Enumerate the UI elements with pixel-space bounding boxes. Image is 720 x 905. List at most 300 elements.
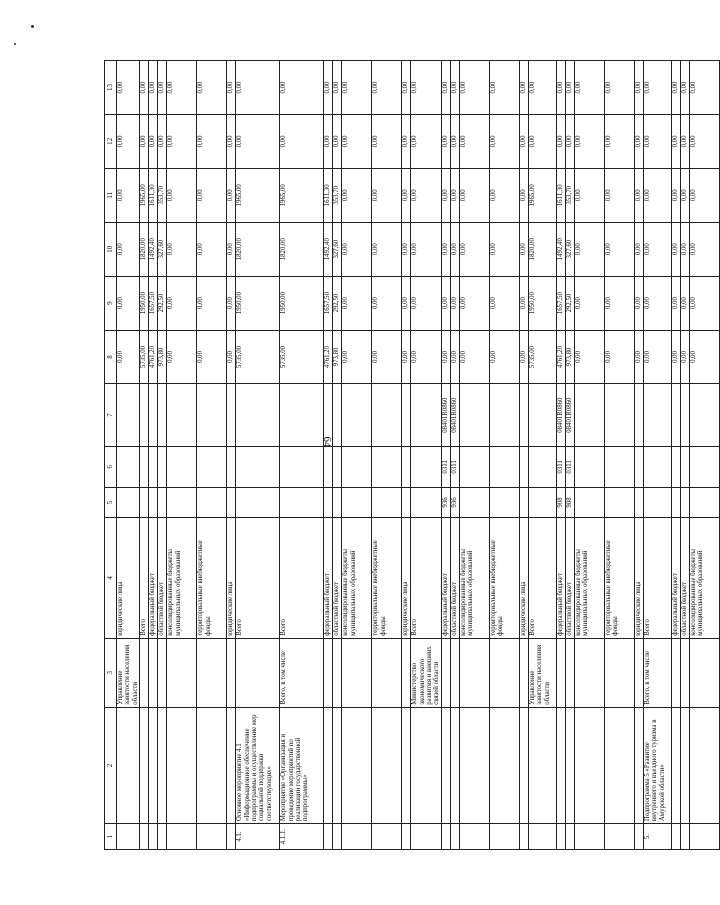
cell-y2018: 0,00 [149,61,158,115]
table-row [634,61,643,850]
cell-index [556,824,565,850]
cell-y2018: 0,00 [489,61,519,115]
column-header: 4 [105,518,117,639]
cell-rzpr [140,446,149,487]
cell-executor: Министерство экономического развития и внешних связей области [411,638,442,707]
cell-index [459,824,489,850]
cell-y2015: 0,00 [372,222,402,276]
column-header: 12 [105,114,117,168]
cell-y2018: 0,00 [604,61,634,115]
cell-executor [372,638,402,707]
cell-index [604,824,634,850]
cell-total: 0,00 [459,330,489,384]
table-row [459,61,489,850]
cell-name [227,707,236,823]
table-row [574,61,604,850]
cell-rzpr [236,446,280,487]
cell-source: Всего [140,518,149,639]
cell-y2015: 0,00 [459,222,489,276]
cell-y2017: 0,00 [372,114,402,168]
cell-source: областной бюджет [450,518,459,639]
cell-total: 0,00 [402,330,411,384]
cell-name [689,707,719,823]
cell-name: Основное мероприятие 4.1 «Информационное обеспечение подпрограммы и осуществление мер социальной поддержки соответствующих» [236,707,280,823]
cell-executor [680,638,689,707]
cell-y2017: 0,00 [671,114,680,168]
cell-grbs [689,487,719,517]
table-row [149,61,158,850]
cell-executor [671,638,680,707]
cell-y2016: 1965,00 [528,168,556,222]
table-row [197,61,227,850]
cell-csr [280,384,324,447]
cell-source: территориальные внебюджетные фонды [489,518,519,639]
cell-executor [565,638,574,707]
cell-y2018: 0,00 [158,61,167,115]
cell-y2018: 0,00 [197,61,227,115]
header-row [105,61,117,850]
cell-csr [197,384,227,447]
cell-y2016: 1611,30 [149,168,158,222]
cell-index: 4.1.1. [280,824,324,850]
cell-total: 0,00 [450,330,459,384]
table-body [105,61,720,850]
cell-grbs [333,487,342,517]
cell-y2014: 0,00 [197,276,227,330]
cell-name [604,707,634,823]
cell-y2017: 0,00 [643,114,671,168]
cell-y2014: 1950,00 [140,276,149,330]
cell-y2015: 0,00 [450,222,459,276]
cell-csr: 08401R0860 [565,384,574,447]
cell-source: федеральный бюджет [324,518,333,639]
cell-executor [689,638,719,707]
cell-name [140,707,149,823]
cell-index [689,824,719,850]
cell-grbs [140,487,149,517]
cell-y2017: 0,00 [324,114,333,168]
cell-executor [634,638,643,707]
cell-executor [167,638,197,707]
cell-source: областной бюджет [158,518,167,639]
cell-csr [689,384,719,447]
cell-source: консолидированные бюджеты муниципальных образований [167,518,197,639]
column-header: 11 [105,168,117,222]
cell-y2017: 0,00 [680,114,689,168]
cell-y2018: 0,00 [227,61,236,115]
cell-source: территориальные внебюджетные фонды [604,518,634,639]
cell-y2014: 0,00 [372,276,402,330]
cell-total: 0,00 [117,330,140,384]
cell-index [197,824,227,850]
cell-y2014: 0,00 [227,276,236,330]
cell-total: 4761,20 [556,330,565,384]
cell-rzpr [324,446,333,487]
cell-name [556,707,565,823]
cell-y2017: 0,00 [459,114,489,168]
cell-index [528,824,556,850]
cell-y2015: 0,00 [604,222,634,276]
budget-table [104,60,720,850]
cell-y2018: 0,00 [671,61,680,115]
cell-y2015: 0,00 [643,222,671,276]
cell-total: 0,00 [167,330,197,384]
cell-y2015: 0,00 [342,222,372,276]
cell-executor [158,638,167,707]
cell-executor [324,638,333,707]
cell-total: 5735,00 [280,330,324,384]
cell-y2017: 0,00 [197,114,227,168]
cell-y2017: 0,00 [450,114,459,168]
cell-executor [197,638,227,707]
cell-total: 0,00 [680,330,689,384]
cell-grbs [411,487,442,517]
cell-source: федеральный бюджет [441,518,450,639]
cell-name [324,707,333,823]
cell-grbs [372,487,402,517]
cell-index [441,824,450,850]
table-row [519,61,528,850]
cell-y2017: 0,00 [411,114,442,168]
cell-grbs [604,487,634,517]
cell-name [671,707,680,823]
cell-rzpr [574,446,604,487]
table-row [441,61,450,850]
cell-index [372,824,402,850]
cell-total: 0,00 [604,330,634,384]
cell-y2016: 353,70 [333,168,342,222]
cell-source: Всего [280,518,324,639]
cell-rzpr: 0311 [565,446,574,487]
cell-csr [402,384,411,447]
cell-y2014: 0,00 [489,276,519,330]
table-row [565,61,574,850]
cell-total: 0,00 [372,330,402,384]
table-row [671,61,680,850]
cell-y2014: 1950,00 [280,276,324,330]
cell-grbs: 908 [556,487,565,517]
cell-y2017: 0,00 [574,114,604,168]
cell-name [441,707,450,823]
cell-csr [459,384,489,447]
cell-name [117,707,140,823]
cell-grbs: 936 [450,487,459,517]
cell-grbs [158,487,167,517]
cell-source: территориальные внебюджетные фонды [197,518,227,639]
cell-csr [671,384,680,447]
cell-grbs: 936 [441,487,450,517]
cell-source: консолидированные бюджеты муниципальных образований [459,518,489,639]
scan-speck [14,43,16,45]
cell-grbs [342,487,372,517]
cell-source: юридические лица [117,518,140,639]
cell-grbs [528,487,556,517]
cell-y2016: 0,00 [117,168,140,222]
cell-y2017: 0,00 [565,114,574,168]
cell-total: 0,00 [342,330,372,384]
table-row [556,61,565,850]
cell-grbs [236,487,280,517]
cell-y2014: 292,50 [565,276,574,330]
cell-executor [140,638,149,707]
cell-y2015: 1492,40 [556,222,565,276]
table-row [342,61,372,850]
cell-index [450,824,459,850]
cell-name [333,707,342,823]
cell-y2017: 0,00 [342,114,372,168]
cell-y2016: 1611,30 [556,168,565,222]
cell-csr [634,384,643,447]
cell-rzpr [519,446,528,487]
table-row [227,61,236,850]
cell-executor [574,638,604,707]
cell-y2017: 0,00 [528,114,556,168]
cell-source: Всего [236,518,280,639]
cell-grbs [459,487,489,517]
cell-name [372,707,402,823]
cell-grbs [167,487,197,517]
cell-executor: Управление занятости населения области [528,638,556,707]
cell-total: 973,80 [333,330,342,384]
cell-grbs [402,487,411,517]
cell-y2017: 0,00 [402,114,411,168]
column-header: 7 [105,384,117,447]
cell-csr [227,384,236,447]
cell-y2016: 0,00 [441,168,450,222]
cell-y2014: 292,50 [158,276,167,330]
cell-csr [574,384,604,447]
cell-y2018: 0,00 [342,61,372,115]
cell-y2015: 0,00 [167,222,197,276]
cell-rzpr [680,446,689,487]
cell-y2015: 1492,40 [324,222,333,276]
cell-y2016: 353,70 [565,168,574,222]
cell-index [117,824,140,850]
cell-source: федеральный бюджет [556,518,565,639]
table-row [680,61,689,850]
cell-rzpr [342,446,372,487]
cell-y2016: 0,00 [197,168,227,222]
cell-y2018: 0,00 [519,61,528,115]
cell-total: 5735,00 [236,330,280,384]
cell-y2014: 0,00 [604,276,634,330]
cell-rzpr [149,446,158,487]
cell-csr [236,384,280,447]
column-header: 13 [105,61,117,115]
cell-index [671,824,680,850]
cell-y2014: 0,00 [634,276,643,330]
cell-total: 5735,00 [528,330,556,384]
cell-y2016: 0,00 [450,168,459,222]
cell-y2014: 1657,50 [556,276,565,330]
cell-y2018: 0,00 [528,61,556,115]
cell-y2018: 0,00 [634,61,643,115]
cell-name: Мероприятие «Организация и проведение мероприятий по реализации государственной подпрограммы» [280,707,324,823]
cell-csr [117,384,140,447]
cell-y2018: 0,00 [565,61,574,115]
cell-executor [149,638,158,707]
cell-total: 0,00 [634,330,643,384]
cell-y2017: 0,00 [158,114,167,168]
cell-grbs [643,487,671,517]
cell-csr [158,384,167,447]
column-header: 8 [105,330,117,384]
cell-y2014: 292,50 [333,276,342,330]
cell-y2018: 0,00 [117,61,140,115]
cell-total: 0,00 [643,330,671,384]
cell-y2017: 0,00 [634,114,643,168]
column-header: 5 [105,487,117,517]
cell-name [411,707,442,823]
cell-y2015: 327,60 [333,222,342,276]
cell-name [149,707,158,823]
cell-y2016: 0,00 [411,168,442,222]
cell-y2018: 0,00 [643,61,671,115]
cell-y2016: 1965,00 [280,168,324,222]
cell-rzpr [604,446,634,487]
cell-csr: 08401R0860 [450,384,459,447]
table-row [528,61,556,850]
cell-y2017: 0,00 [140,114,149,168]
cell-csr [411,384,442,447]
cell-y2018: 0,00 [689,61,719,115]
column-header: 9 [105,276,117,330]
cell-y2015: 0,00 [489,222,519,276]
table-row [140,61,149,850]
cell-y2018: 0,00 [450,61,459,115]
page-number: 64 [321,436,333,448]
cell-total: 5735,00 [140,330,149,384]
cell-csr: 08401R0860 [441,384,450,447]
cell-y2016: 0,00 [459,168,489,222]
cell-index [519,824,528,850]
cell-csr [333,384,342,447]
cell-source: областной бюджет [565,518,574,639]
cell-csr [167,384,197,447]
cell-index: 4.1. [236,824,280,850]
cell-grbs [489,487,519,517]
cell-y2017: 0,00 [519,114,528,168]
cell-name [167,707,197,823]
cell-y2016: 0,00 [604,168,634,222]
table-row [411,61,442,850]
cell-executor [556,638,565,707]
cell-rzpr [227,446,236,487]
cell-y2016: 0,00 [489,168,519,222]
cell-rzpr [528,446,556,487]
cell-source: территориальные внебюджетные фонды [372,518,402,639]
cell-source: областной бюджет [680,518,689,639]
cell-y2014: 1657,50 [149,276,158,330]
cell-source: Всего [411,518,442,639]
column-header: 6 [105,446,117,487]
table-row [158,61,167,850]
cell-total: 973,80 [158,330,167,384]
cell-y2017: 0,00 [441,114,450,168]
cell-total: 0,00 [411,330,442,384]
cell-source: консолидированные бюджеты муниципальных образований [689,518,719,639]
cell-csr [604,384,634,447]
cell-name [402,707,411,823]
table-row [402,61,411,850]
cell-name [459,707,489,823]
cell-y2018: 0,00 [459,61,489,115]
cell-name [158,707,167,823]
table-row [333,61,342,850]
cell-y2016: 0,00 [342,168,372,222]
cell-y2016: 0,00 [227,168,236,222]
cell-csr [519,384,528,447]
table-row [604,61,634,850]
cell-y2016: 0,00 [643,168,671,222]
cell-total: 0,00 [574,330,604,384]
cell-source: федеральный бюджет [671,518,680,639]
cell-y2015: 1820,00 [140,222,149,276]
cell-name [528,707,556,823]
cell-y2018: 0,00 [441,61,450,115]
cell-y2018: 0,00 [333,61,342,115]
cell-y2017: 0,00 [604,114,634,168]
rotated-table-wrapper [104,60,705,850]
cell-y2016: 0,00 [519,168,528,222]
cell-y2018: 0,00 [140,61,149,115]
cell-executor [402,638,411,707]
cell-index [489,824,519,850]
cell-total: 0,00 [441,330,450,384]
cell-y2014: 0,00 [643,276,671,330]
cell-rzpr [402,446,411,487]
cell-y2015: 1492,40 [149,222,158,276]
cell-y2018: 0,00 [680,61,689,115]
cell-y2014: 0,00 [519,276,528,330]
cell-rzpr [411,446,442,487]
cell-grbs [149,487,158,517]
cell-index [411,824,442,850]
cell-y2015: 1820,00 [236,222,280,276]
cell-y2017: 0,00 [489,114,519,168]
cell-y2014: 0,00 [441,276,450,330]
cell-executor [441,638,450,707]
cell-csr [372,384,402,447]
cell-y2016: 1611,30 [324,168,333,222]
cell-executor [519,638,528,707]
cell-index: 5. [643,824,671,850]
cell-y2018: 0,00 [411,61,442,115]
cell-source: консолидированные бюджеты муниципальных образований [342,518,372,639]
cell-rzpr: 0311 [450,446,459,487]
cell-y2018: 0,00 [324,61,333,115]
cell-csr [489,384,519,447]
cell-y2016: 1965,00 [140,168,149,222]
cell-y2014: 0,00 [167,276,197,330]
cell-total: 4761,20 [324,330,333,384]
cell-y2016: 353,70 [158,168,167,222]
cell-index [158,824,167,850]
cell-executor [489,638,519,707]
cell-y2016: 1965,00 [236,168,280,222]
cell-y2018: 0,00 [280,61,324,115]
cell-grbs [227,487,236,517]
cell-executor [450,638,459,707]
cell-index [565,824,574,850]
table-row [236,61,280,850]
cell-index [680,824,689,850]
cell-source: областной бюджет [333,518,342,639]
cell-name [565,707,574,823]
cell-y2015: 1820,00 [528,222,556,276]
cell-y2014: 1950,00 [236,276,280,330]
cell-y2018: 0,00 [574,61,604,115]
